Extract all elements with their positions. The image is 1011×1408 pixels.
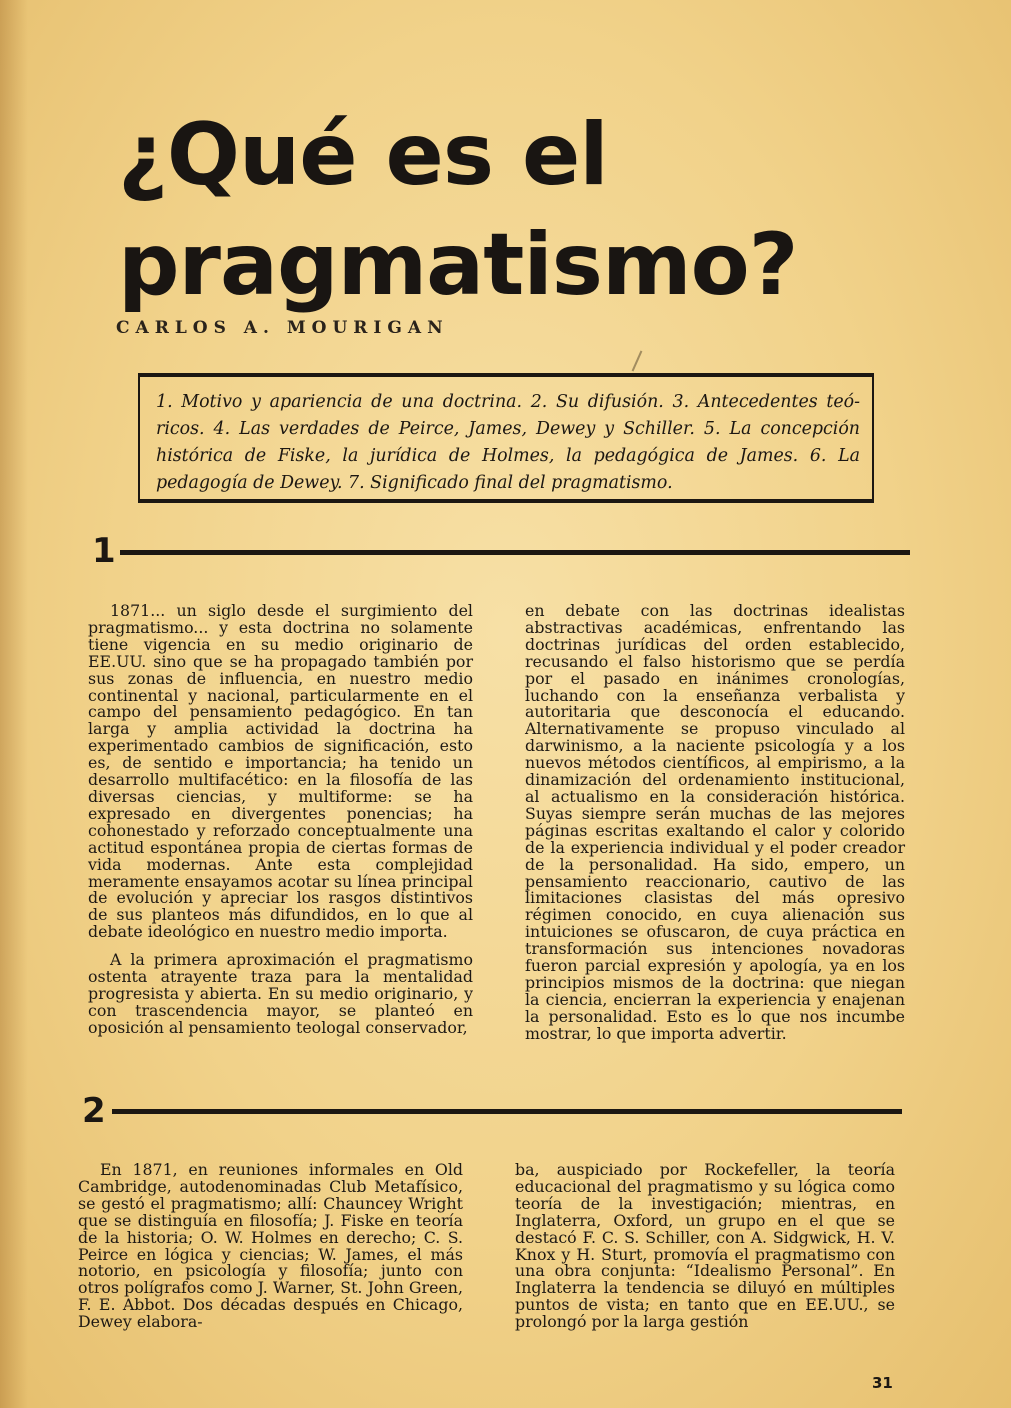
section-1-number: 1 [92, 531, 116, 571]
page-edge-stain [0, 0, 28, 1408]
section-1-rule [120, 550, 910, 555]
section-2-left-column [78, 1162, 463, 1331]
section-2-rule [112, 1109, 902, 1114]
article-author: CARLOS A. MOURIGAN [116, 318, 449, 338]
paragraph: En 1871, en reuniones informales en Old Cambridge, autodenominadas Club Metafísico, se gestó el pragmatismo; allí: Chauncey Wright que se distinguía en filosofía; J. Fiske en teoría de la historia; O. W. Holmes en derecho; C. S. Peirce en lógica y ciencias; W. James, el más notorio, en psicología y filosofía; junto con otros polígrafos como J. Warner, St. John Green, F. E. Abbot. Dos décadas después en Chicago, Dewey elabora- [78, 1160, 463, 1332]
article-title: ¿Qué es el pragmatismo? [118, 105, 798, 315]
section-2-number: 2 [82, 1091, 106, 1131]
section-2-right-column [515, 1162, 895, 1331]
pen-mark [632, 351, 643, 372]
summary-box [138, 373, 874, 503]
paragraph: ba, auspiciado por Rockefeller, la teoría educacional del pragmatismo y su lógica como teoría de la investigación; mientras, en Inglaterra, Oxford, un grupo en el que se destacó F. C. S. Schiller, con A. Sidgwick, H. V. Knox y H. Sturt, promovía el pragmatismo con una obra conjunta: “Idealismo Personal”. En Inglaterra la tendencia se diluyó en múltiples puntos de vista; en tanto que en EE.UU., se prolongó por la larga gestión [515, 1160, 895, 1332]
paragraph: en debate con las doctrinas idealistas abstractivas académicas, enfrentando las doctrinas jurídicas del orden establecido, recusando el falso historismo que se perdía por el pasado en inánimes cronologías, luchando con la enseñanza verbalista y autoritaria que desconocía el educando. Alternativamente se propuso vinculado al darwinismo, a la naciente psicología y a los nuevos métodos científicos, al empirismo, a la dinamización del ordenamiento institucional, al actualismo en la consideración histórica. Suyas siempre serán muchas de las mejores páginas escritas exaltando el calor y colorido de la experiencia individual y el poder creador de la personalidad. Ha sido, empero, un pensamiento reaccionario, cautivo de las limitaciones clasistas del más opresivo régimen conocido, en cuya alienación sus intuiciones se ofuscaron, de cuya práctica en transformación sus intenciones novadoras fueron parcial expresión y apología, ya en los principios mismos de la doctrina: que niegan la ciencia, encierran la experiencia y enajenan la personalidad. Esto es lo que nos incumbe mostrar, lo que importa advertir. [525, 601, 905, 1043]
page-number: 31 [872, 1374, 893, 1392]
summary-text: 1. Motivo y apariencia de una doctrina. 2. Su difusión. 3. Antecedentes teó-ricos. 4. Las verdades de Peirce, James, Dewey y Schiller. 5. La concepción histórica de Fiske, la jurídica de Holmes, la pedagógica de James. 6. La pedagogía de Dewey. 7. Significado final del pragmatismo. [156, 392, 860, 493]
section-1-left-column [88, 603, 473, 1037]
paragraph: 1871... un siglo desde el surgimiento del pragmatismo... y esta doctrina no solamente tiene vigencia en su medio originario de EE.UU. sino que se ha propagado también por sus zonas de influencia, en nuestro medio continental y nacional, particularmente en el campo del pensamiento pedagógico. En tan larga y amplia actividad la doctrina ha experimentado cambios de significación, esto es, de sentido e importancia; ha tenido un desarrollo multifacético: en la filosofía de las diversas ciencias, y multiforme: se ha expresado en divergentes ponencias; ha cohonestado y reforzado conceptualmente una actitud espontánea propia de ciertas formas de vida modernas. Ante esta complejidad meramente ensayamos acotar su línea principal de evolución y apreciar los rasgos distintivos de sus planteos más difundidos, en lo que al debate ideológico en nuestro medio importa. [88, 601, 473, 942]
paragraph: A la primera aproximación el pragmatismo ostenta atrayente traza para la mentalidad progresista y abierta. En su medio originario, y con trascendencia mayor, se planteó en oposición al pensamiento teologal conservador, [88, 950, 473, 1037]
section-1-right-column [525, 603, 905, 1043]
